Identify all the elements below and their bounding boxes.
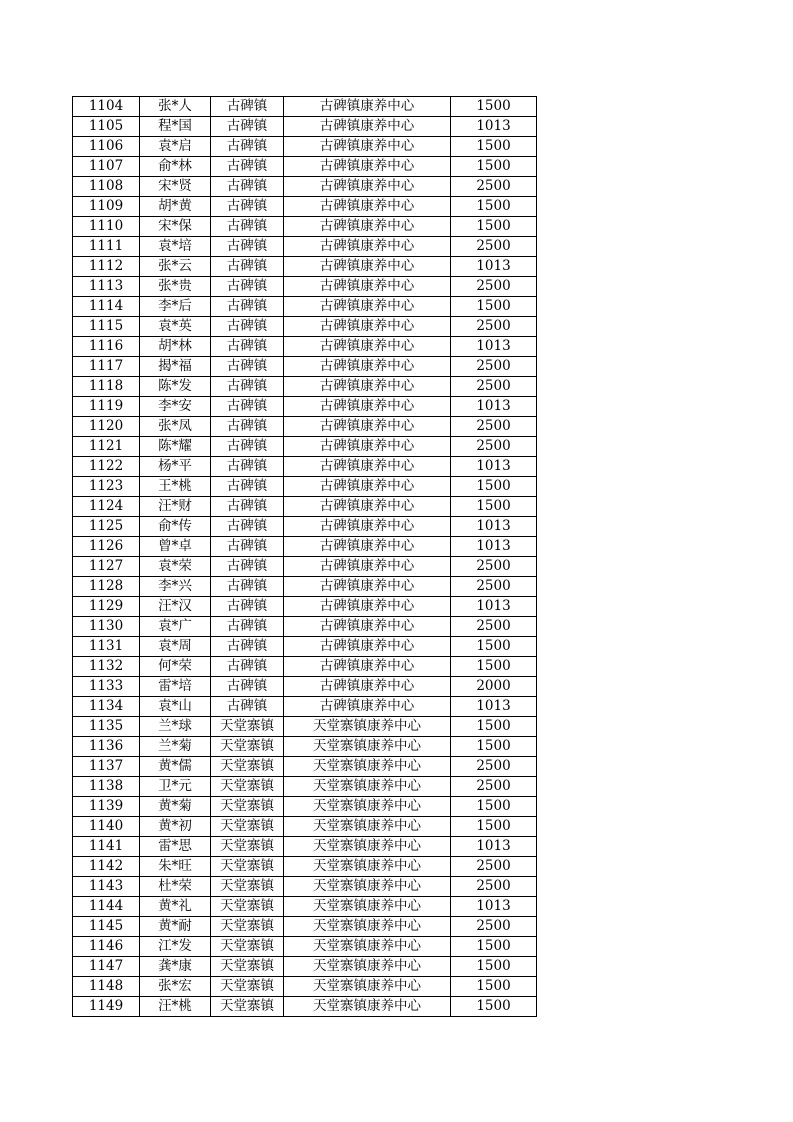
center-cell: 古碑镇康养中心 [284, 457, 451, 477]
center-cell: 古碑镇康养中心 [284, 97, 451, 117]
center-cell: 天堂寨镇康养中心 [284, 877, 451, 897]
center-cell: 古碑镇康养中心 [284, 217, 451, 237]
table-row [73, 597, 537, 617]
table-row [73, 377, 537, 397]
amount-cell: 1500 [451, 217, 537, 237]
town-cell: 古碑镇 [211, 177, 284, 197]
table-row [73, 457, 537, 477]
amount-cell: 1500 [451, 657, 537, 677]
center-cell: 古碑镇康养中心 [284, 537, 451, 557]
center-cell: 古碑镇康养中心 [284, 617, 451, 637]
row-number-cell: 1145 [73, 917, 140, 937]
center-cell: 古碑镇康养中心 [284, 397, 451, 417]
center-cell: 天堂寨镇康养中心 [284, 917, 451, 937]
table-row [73, 357, 537, 377]
amount-cell: 1500 [451, 817, 537, 837]
table-row [73, 537, 537, 557]
center-cell: 天堂寨镇康养中心 [284, 897, 451, 917]
table-row [73, 157, 537, 177]
table-row [73, 637, 537, 657]
town-cell: 古碑镇 [211, 197, 284, 217]
table-row [73, 317, 537, 337]
center-cell: 古碑镇康养中心 [284, 577, 451, 597]
row-number-cell: 1118 [73, 377, 140, 397]
row-number-cell: 1128 [73, 577, 140, 597]
table-row [73, 517, 537, 537]
name-cell: 黄*初 [140, 817, 211, 837]
table-row [73, 297, 537, 317]
town-cell: 古碑镇 [211, 277, 284, 297]
data-table [72, 96, 537, 1017]
table-row [73, 997, 537, 1017]
name-cell: 杨*平 [140, 457, 211, 477]
name-cell: 袁*周 [140, 637, 211, 657]
name-cell: 汪*财 [140, 497, 211, 517]
table-row [73, 417, 537, 437]
table-row [73, 577, 537, 597]
name-cell: 袁*山 [140, 697, 211, 717]
town-cell: 天堂寨镇 [211, 937, 284, 957]
center-cell: 天堂寨镇康养中心 [284, 797, 451, 817]
row-number-cell: 1138 [73, 777, 140, 797]
table-body [73, 97, 537, 1017]
name-cell: 何*荣 [140, 657, 211, 677]
amount-cell: 2000 [451, 677, 537, 697]
row-number-cell: 1111 [73, 237, 140, 257]
town-cell: 古碑镇 [211, 637, 284, 657]
row-number-cell: 1125 [73, 517, 140, 537]
amount-cell: 2500 [451, 177, 537, 197]
name-cell: 陈*发 [140, 377, 211, 397]
town-cell: 天堂寨镇 [211, 917, 284, 937]
table-row [73, 957, 537, 977]
town-cell: 古碑镇 [211, 217, 284, 237]
row-number-cell: 1140 [73, 817, 140, 837]
town-cell: 天堂寨镇 [211, 977, 284, 997]
amount-cell: 1500 [451, 297, 537, 317]
amount-cell: 1500 [451, 937, 537, 957]
row-number-cell: 1141 [73, 837, 140, 857]
table-row [73, 497, 537, 517]
town-cell: 古碑镇 [211, 577, 284, 597]
amount-cell: 1013 [451, 537, 537, 557]
name-cell: 曾*卓 [140, 537, 211, 557]
center-cell: 古碑镇康养中心 [284, 677, 451, 697]
name-cell: 李*安 [140, 397, 211, 417]
row-number-cell: 1110 [73, 217, 140, 237]
row-number-cell: 1144 [73, 897, 140, 917]
name-cell: 朱*旺 [140, 857, 211, 877]
center-cell: 古碑镇康养中心 [284, 357, 451, 377]
row-number-cell: 1137 [73, 757, 140, 777]
amount-cell: 2500 [451, 877, 537, 897]
row-number-cell: 1105 [73, 117, 140, 137]
row-number-cell: 1143 [73, 877, 140, 897]
center-cell: 古碑镇康养中心 [284, 237, 451, 257]
row-number-cell: 1104 [73, 97, 140, 117]
row-number-cell: 1146 [73, 937, 140, 957]
center-cell: 古碑镇康养中心 [284, 317, 451, 337]
table-row [73, 137, 537, 157]
row-number-cell: 1119 [73, 397, 140, 417]
amount-cell: 1500 [451, 477, 537, 497]
row-number-cell: 1148 [73, 977, 140, 997]
table-row [73, 837, 537, 857]
town-cell: 古碑镇 [211, 117, 284, 137]
table-row [73, 877, 537, 897]
name-cell: 宋*贤 [140, 177, 211, 197]
center-cell: 古碑镇康养中心 [284, 517, 451, 537]
row-number-cell: 1109 [73, 197, 140, 217]
amount-cell: 2500 [451, 557, 537, 577]
center-cell: 天堂寨镇康养中心 [284, 717, 451, 737]
table-row [73, 97, 537, 117]
town-cell: 古碑镇 [211, 477, 284, 497]
table-row [73, 337, 537, 357]
name-cell: 袁*荣 [140, 557, 211, 577]
amount-cell: 1013 [451, 397, 537, 417]
table-row [73, 237, 537, 257]
center-cell: 天堂寨镇康养中心 [284, 837, 451, 857]
center-cell: 古碑镇康养中心 [284, 337, 451, 357]
name-cell: 黄*儒 [140, 757, 211, 777]
name-cell: 袁*广 [140, 617, 211, 637]
center-cell: 古碑镇康养中心 [284, 417, 451, 437]
name-cell: 张*凤 [140, 417, 211, 437]
name-cell: 汪*桃 [140, 997, 211, 1017]
center-cell: 古碑镇康养中心 [284, 377, 451, 397]
name-cell: 胡*林 [140, 337, 211, 357]
amount-cell: 1013 [451, 837, 537, 857]
row-number-cell: 1123 [73, 477, 140, 497]
town-cell: 古碑镇 [211, 677, 284, 697]
table-row [73, 217, 537, 237]
amount-cell: 1500 [451, 637, 537, 657]
row-number-cell: 1136 [73, 737, 140, 757]
town-cell: 天堂寨镇 [211, 897, 284, 917]
name-cell: 程*国 [140, 117, 211, 137]
center-cell: 古碑镇康养中心 [284, 557, 451, 577]
table-row [73, 197, 537, 217]
table-row [73, 557, 537, 577]
town-cell: 古碑镇 [211, 137, 284, 157]
row-number-cell: 1147 [73, 957, 140, 977]
town-cell: 古碑镇 [211, 357, 284, 377]
amount-cell: 2500 [451, 357, 537, 377]
name-cell: 兰*球 [140, 717, 211, 737]
amount-cell: 1013 [451, 337, 537, 357]
table-row [73, 437, 537, 457]
row-number-cell: 1131 [73, 637, 140, 657]
center-cell: 古碑镇康养中心 [284, 657, 451, 677]
amount-cell: 2500 [451, 417, 537, 437]
table-row [73, 257, 537, 277]
amount-cell: 2500 [451, 757, 537, 777]
center-cell: 天堂寨镇康养中心 [284, 977, 451, 997]
town-cell: 古碑镇 [211, 437, 284, 457]
row-number-cell: 1112 [73, 257, 140, 277]
row-number-cell: 1107 [73, 157, 140, 177]
town-cell: 天堂寨镇 [211, 817, 284, 837]
center-cell: 古碑镇康养中心 [284, 297, 451, 317]
amount-cell: 1013 [451, 457, 537, 477]
table-row [73, 737, 537, 757]
row-number-cell: 1135 [73, 717, 140, 737]
table-row [73, 977, 537, 997]
table-row [73, 277, 537, 297]
name-cell: 张*云 [140, 257, 211, 277]
name-cell: 雷*思 [140, 837, 211, 857]
town-cell: 古碑镇 [211, 657, 284, 677]
table-row [73, 817, 537, 837]
center-cell: 天堂寨镇康养中心 [284, 997, 451, 1017]
row-number-cell: 1121 [73, 437, 140, 457]
name-cell: 兰*菊 [140, 737, 211, 757]
town-cell: 天堂寨镇 [211, 717, 284, 737]
town-cell: 古碑镇 [211, 377, 284, 397]
name-cell: 杜*荣 [140, 877, 211, 897]
table-row [73, 857, 537, 877]
name-cell: 黄*礼 [140, 897, 211, 917]
amount-cell: 2500 [451, 277, 537, 297]
name-cell: 张*贵 [140, 277, 211, 297]
name-cell: 俞*林 [140, 157, 211, 177]
row-number-cell: 1139 [73, 797, 140, 817]
town-cell: 古碑镇 [211, 597, 284, 617]
name-cell: 袁*启 [140, 137, 211, 157]
center-cell: 古碑镇康养中心 [284, 157, 451, 177]
name-cell: 雷*培 [140, 677, 211, 697]
table-row [73, 677, 537, 697]
center-cell: 古碑镇康养中心 [284, 597, 451, 617]
row-number-cell: 1116 [73, 337, 140, 357]
town-cell: 古碑镇 [211, 317, 284, 337]
row-number-cell: 1127 [73, 557, 140, 577]
center-cell: 古碑镇康养中心 [284, 637, 451, 657]
amount-cell: 2500 [451, 777, 537, 797]
table-row [73, 477, 537, 497]
name-cell: 卫*元 [140, 777, 211, 797]
table-row [73, 897, 537, 917]
amount-cell: 2500 [451, 237, 537, 257]
amount-cell: 1500 [451, 977, 537, 997]
name-cell: 揭*福 [140, 357, 211, 377]
name-cell: 黄*菊 [140, 797, 211, 817]
row-number-cell: 1149 [73, 997, 140, 1017]
town-cell: 天堂寨镇 [211, 957, 284, 977]
town-cell: 古碑镇 [211, 157, 284, 177]
name-cell: 江*发 [140, 937, 211, 957]
town-cell: 天堂寨镇 [211, 857, 284, 877]
amount-cell: 1500 [451, 137, 537, 157]
row-number-cell: 1134 [73, 697, 140, 717]
row-number-cell: 1113 [73, 277, 140, 297]
center-cell: 古碑镇康养中心 [284, 697, 451, 717]
table-row [73, 697, 537, 717]
table-row [73, 117, 537, 137]
center-cell: 天堂寨镇康养中心 [284, 777, 451, 797]
amount-cell: 2500 [451, 857, 537, 877]
center-cell: 天堂寨镇康养中心 [284, 817, 451, 837]
row-number-cell: 1122 [73, 457, 140, 477]
center-cell: 古碑镇康养中心 [284, 277, 451, 297]
town-cell: 天堂寨镇 [211, 877, 284, 897]
name-cell: 汪*汉 [140, 597, 211, 617]
table-row [73, 177, 537, 197]
town-cell: 古碑镇 [211, 97, 284, 117]
name-cell: 李*后 [140, 297, 211, 317]
center-cell: 古碑镇康养中心 [284, 477, 451, 497]
row-number-cell: 1120 [73, 417, 140, 437]
row-number-cell: 1117 [73, 357, 140, 377]
table-row [73, 717, 537, 737]
town-cell: 古碑镇 [211, 337, 284, 357]
town-cell: 天堂寨镇 [211, 777, 284, 797]
center-cell: 天堂寨镇康养中心 [284, 857, 451, 877]
town-cell: 古碑镇 [211, 237, 284, 257]
amount-cell: 2500 [451, 377, 537, 397]
row-number-cell: 1126 [73, 537, 140, 557]
town-cell: 古碑镇 [211, 617, 284, 637]
center-cell: 天堂寨镇康养中心 [284, 937, 451, 957]
table-row [73, 917, 537, 937]
name-cell: 袁*英 [140, 317, 211, 337]
name-cell: 俞*传 [140, 517, 211, 537]
table-row [73, 937, 537, 957]
town-cell: 古碑镇 [211, 397, 284, 417]
row-number-cell: 1133 [73, 677, 140, 697]
row-number-cell: 1114 [73, 297, 140, 317]
name-cell: 张*人 [140, 97, 211, 117]
table-row [73, 617, 537, 637]
amount-cell: 1013 [451, 517, 537, 537]
town-cell: 古碑镇 [211, 697, 284, 717]
town-cell: 古碑镇 [211, 517, 284, 537]
amount-cell: 1500 [451, 717, 537, 737]
center-cell: 古碑镇康养中心 [284, 177, 451, 197]
town-cell: 天堂寨镇 [211, 997, 284, 1017]
center-cell: 天堂寨镇康养中心 [284, 957, 451, 977]
center-cell: 古碑镇康养中心 [284, 137, 451, 157]
amount-cell: 1500 [451, 197, 537, 217]
table-row [73, 397, 537, 417]
name-cell: 龚*康 [140, 957, 211, 977]
amount-cell: 1500 [451, 797, 537, 817]
town-cell: 天堂寨镇 [211, 737, 284, 757]
table-row [73, 797, 537, 817]
name-cell: 胡*黄 [140, 197, 211, 217]
name-cell: 袁*培 [140, 237, 211, 257]
name-cell: 王*桃 [140, 477, 211, 497]
amount-cell: 1500 [451, 957, 537, 977]
town-cell: 古碑镇 [211, 557, 284, 577]
row-number-cell: 1132 [73, 657, 140, 677]
table-row [73, 657, 537, 677]
amount-cell: 2500 [451, 317, 537, 337]
amount-cell: 1013 [451, 117, 537, 137]
amount-cell: 1013 [451, 257, 537, 277]
center-cell: 天堂寨镇康养中心 [284, 737, 451, 757]
town-cell: 古碑镇 [211, 537, 284, 557]
amount-cell: 2500 [451, 617, 537, 637]
row-number-cell: 1108 [73, 177, 140, 197]
center-cell: 古碑镇康养中心 [284, 257, 451, 277]
town-cell: 古碑镇 [211, 457, 284, 477]
center-cell: 古碑镇康养中心 [284, 437, 451, 457]
center-cell: 古碑镇康养中心 [284, 197, 451, 217]
town-cell: 古碑镇 [211, 417, 284, 437]
amount-cell: 1013 [451, 897, 537, 917]
table-row [73, 777, 537, 797]
amount-cell: 1013 [451, 597, 537, 617]
row-number-cell: 1129 [73, 597, 140, 617]
amount-cell: 1500 [451, 737, 537, 757]
town-cell: 天堂寨镇 [211, 837, 284, 857]
table-row [73, 757, 537, 777]
town-cell: 天堂寨镇 [211, 757, 284, 777]
row-number-cell: 1115 [73, 317, 140, 337]
amount-cell: 1500 [451, 157, 537, 177]
town-cell: 古碑镇 [211, 257, 284, 277]
amount-cell: 2500 [451, 917, 537, 937]
amount-cell: 1500 [451, 997, 537, 1017]
amount-cell: 1013 [451, 697, 537, 717]
name-cell: 陈*耀 [140, 437, 211, 457]
name-cell: 张*宏 [140, 977, 211, 997]
amount-cell: 2500 [451, 577, 537, 597]
amount-cell: 1500 [451, 497, 537, 517]
row-number-cell: 1106 [73, 137, 140, 157]
center-cell: 古碑镇康养中心 [284, 117, 451, 137]
center-cell: 天堂寨镇康养中心 [284, 757, 451, 777]
row-number-cell: 1124 [73, 497, 140, 517]
name-cell: 宋*保 [140, 217, 211, 237]
row-number-cell: 1142 [73, 857, 140, 877]
town-cell: 古碑镇 [211, 297, 284, 317]
name-cell: 黄*耐 [140, 917, 211, 937]
amount-cell: 1500 [451, 97, 537, 117]
town-cell: 天堂寨镇 [211, 797, 284, 817]
town-cell: 古碑镇 [211, 497, 284, 517]
center-cell: 古碑镇康养中心 [284, 497, 451, 517]
name-cell: 李*兴 [140, 577, 211, 597]
row-number-cell: 1130 [73, 617, 140, 637]
amount-cell: 2500 [451, 437, 537, 457]
